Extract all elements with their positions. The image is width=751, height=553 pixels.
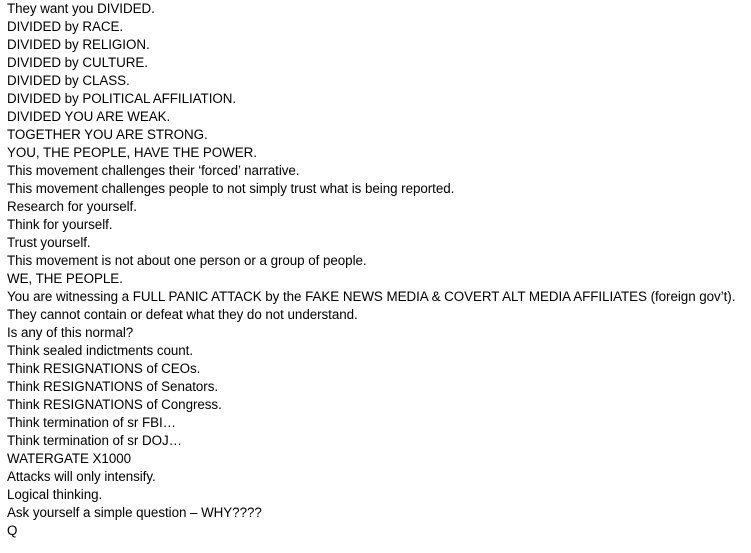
text-line: Research for yourself.: [7, 199, 137, 214]
text-line: DIVIDED by RACE.: [7, 19, 124, 34]
text-line: Attacks will only intensify.: [7, 469, 156, 484]
text-line: Think RESIGNATIONS of Senators.: [7, 379, 219, 394]
text-line: This movement challenges their ‘forced’ narrative.: [7, 163, 300, 178]
document-body: [7, 0, 747, 540]
signature-q: Q: [7, 523, 18, 538]
text-line: You are witnessing a FULL PANIC ATTACK by the FAKE NEWS MEDIA & COVERT ALT MEDIA AFFILIATES (foreign gov’t).: [7, 289, 736, 304]
text-line: Logical thinking.: [7, 487, 103, 502]
text-line: TOGETHER YOU ARE STRONG.: [7, 127, 208, 142]
text-line: DIVIDED by RELIGION.: [7, 37, 150, 52]
text-line: Think sealed indictments count.: [7, 343, 194, 358]
text-line: Think RESIGNATIONS of CEOs.: [7, 361, 201, 376]
text-line: This movement is not about one person or a group of people.: [7, 253, 367, 268]
text-line: YOU, THE PEOPLE, HAVE THE POWER.: [7, 145, 257, 160]
text-line: DIVIDED by CLASS.: [7, 73, 130, 88]
text-line: WATERGATE X1000: [7, 451, 132, 466]
text-line: Think termination of sr FBI…: [7, 415, 177, 430]
text-line: Is any of this normal?: [7, 325, 134, 340]
text-line: DIVIDED by CULTURE.: [7, 55, 148, 70]
text-line: Trust yourself.: [7, 235, 91, 250]
text-line: Think RESIGNATIONS of Congress.: [7, 397, 222, 412]
text-line: Think termination of sr DOJ…: [7, 433, 182, 448]
text-line: This movement challenges people to not simply trust what is being reported.: [7, 181, 455, 196]
text-line: They cannot contain or defeat what they do not understand.: [7, 307, 358, 322]
text-line: DIVIDED by POLITICAL AFFILIATION.: [7, 91, 237, 106]
text-line: They want you DIVIDED.: [7, 1, 155, 16]
text-line: WE, THE PEOPLE.: [7, 271, 123, 286]
text-line: Think for yourself.: [7, 217, 113, 232]
text-line: Ask yourself a simple question – WHY????: [7, 505, 262, 520]
text-line: DIVIDED YOU ARE WEAK.: [7, 109, 171, 124]
